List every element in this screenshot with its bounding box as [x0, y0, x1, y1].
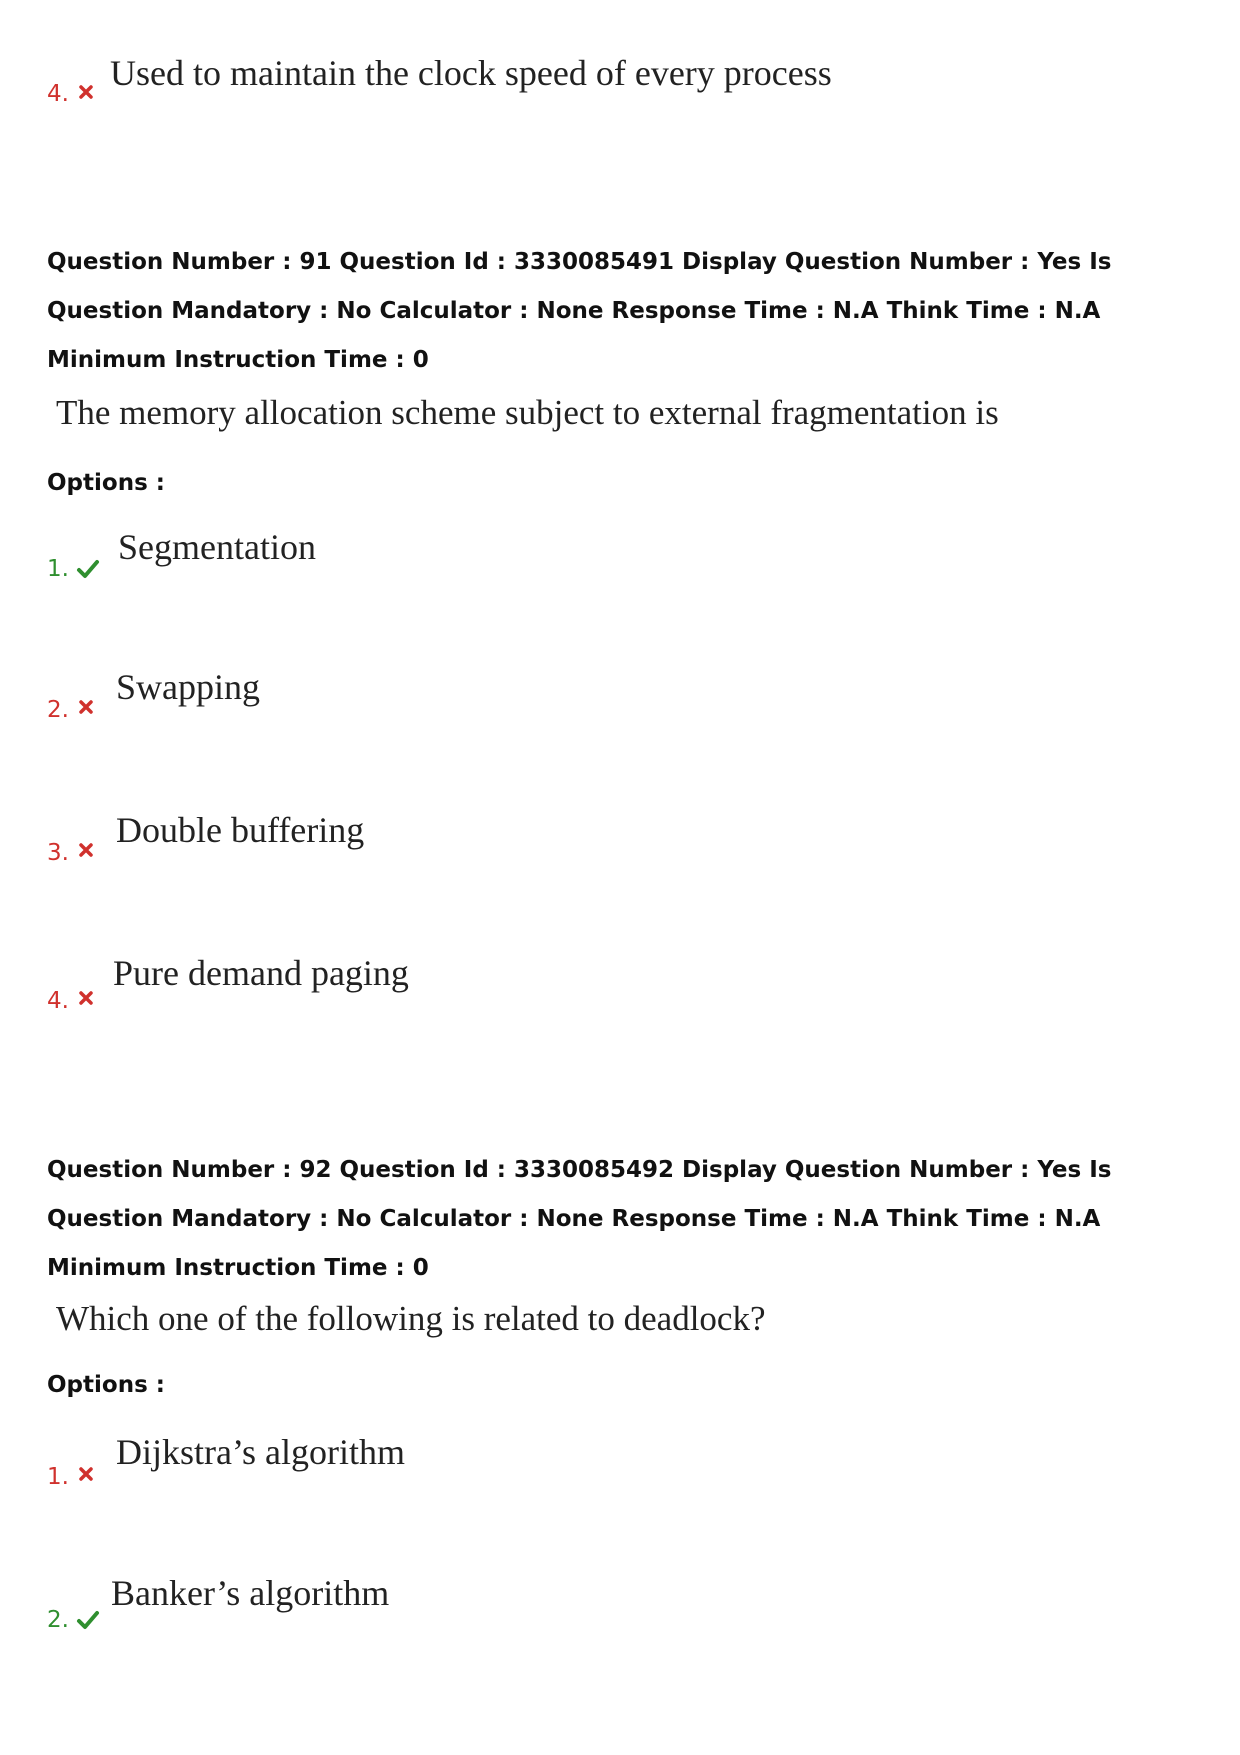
options-label: Options : — [47, 1372, 165, 1398]
question-text-91: The memory allocation scheme subject to external fragmentation is — [56, 393, 999, 432]
option-number: 2. — [47, 697, 69, 723]
option-text: Used to maintain the clock speed of every process — [110, 53, 832, 93]
cross-icon — [78, 990, 94, 1006]
option-text: Banker’s algorithm — [111, 1573, 390, 1613]
check-icon — [76, 559, 100, 579]
option-number: 3. — [47, 840, 69, 866]
cross-icon — [78, 1466, 94, 1482]
check-icon — [76, 1610, 100, 1630]
option-text: Dijkstra’s algorithm — [116, 1432, 405, 1472]
option-text: Pure demand paging — [113, 953, 409, 993]
cross-icon — [78, 699, 94, 715]
question-meta-92: Question Number : 92 Question Id : 3330085492 Display Question Number : Yes Is Question Mandatory : No Calculator : None Response Time : N.A Think Time : N.A Minimum Instruction Time : 0 — [47, 1157, 1112, 1281]
option-number: 1. — [47, 1464, 69, 1490]
option-text: Double buffering — [116, 810, 365, 850]
question-meta-91: Question Number : 91 Question Id : 3330085491 Display Question Number : Yes Is Question Mandatory : No Calculator : None Response Time : N.A Think Time : N.A Minimum Instruction Time : 0 — [47, 249, 1112, 373]
question-text-92: Which one of the following is related to deadlock? — [56, 1299, 766, 1338]
cross-icon — [78, 842, 94, 858]
cross-icon — [78, 84, 94, 100]
option-number: 1. — [47, 556, 69, 582]
options-label: Options : — [47, 470, 165, 496]
option-text: Swapping — [116, 667, 260, 707]
option-number: 2. — [47, 1607, 69, 1633]
option-text: Segmentation — [118, 527, 316, 567]
option-number: 4. — [47, 988, 69, 1014]
option-number: 4. — [47, 81, 69, 107]
